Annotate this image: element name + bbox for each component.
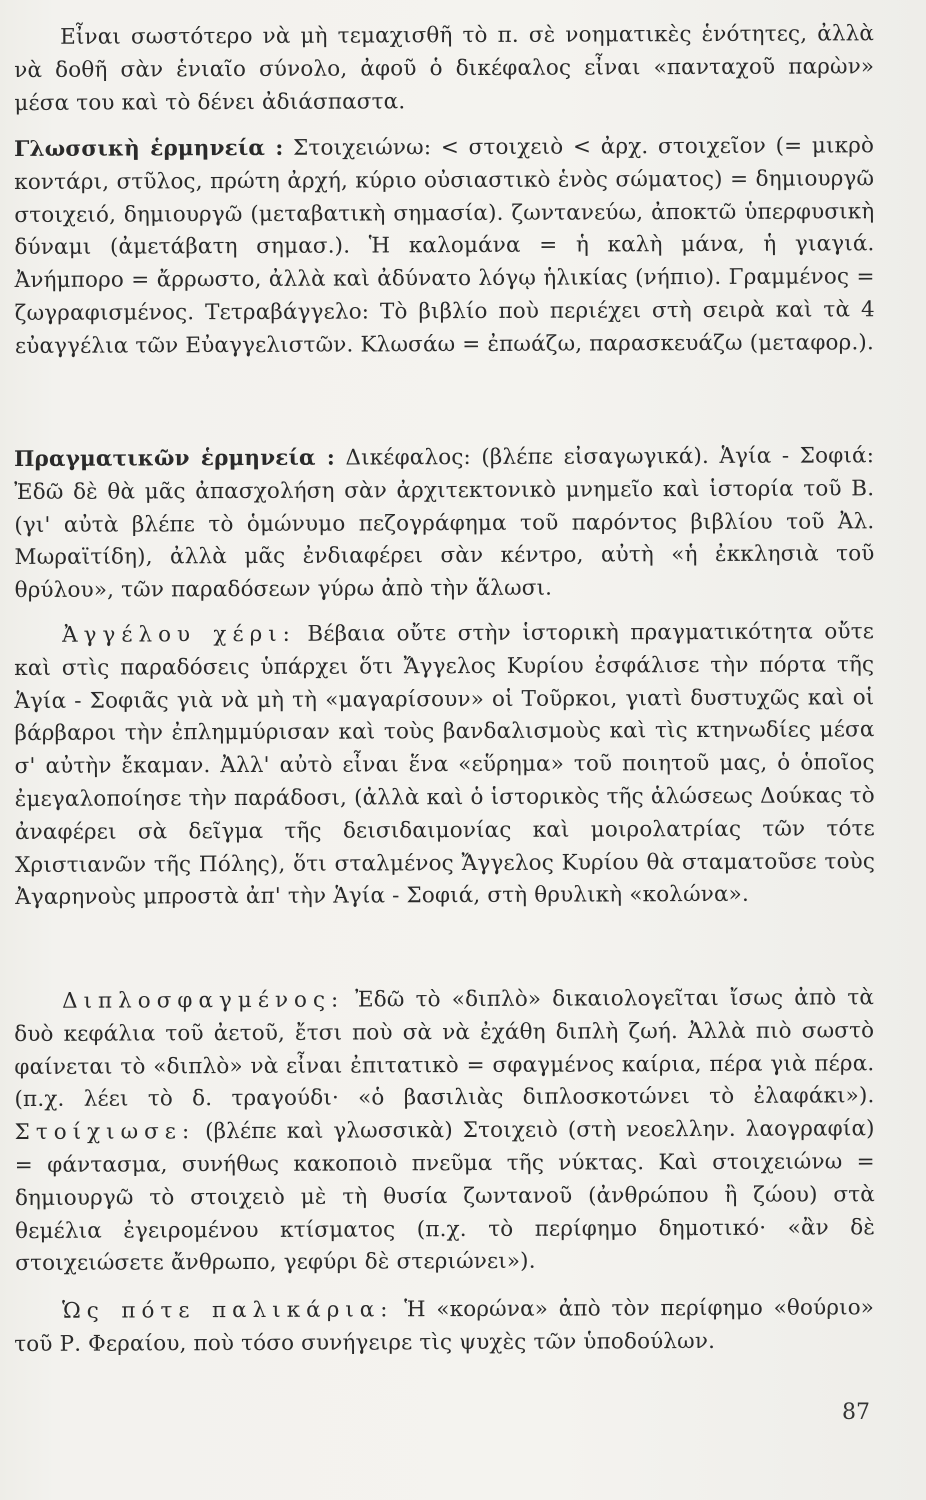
- linguistic-text: Στοιχειώνω: < στοιχειὸ < ἀρχ. στοιχεῖον (= μικρὸ κοντάρι, στῦλος, πρώτη ἀρχή, κύριο οὐσιαστικὸ ἑνὸς σώματος) = δημιουργῶ στοιχειό, δημιουργῶ (μεταβατικὴ σημασία). ζωντανεύω, ἀποκτῶ ὑπερφυσικὴ δύναμι (ἀμετάβατη σημασ.). Ἡ καλομάνα = ἡ καλὴ μάνα, ἡ γιαγιά. Ἀνήμπορο = ἄρρωστο, ἀλλὰ καὶ ἀδύνατο λόγῳ ἡλικίας (νήπιο). Γραμμένος = ζωγραφισμένος. Τετραβάγγελο: Τὸ βιβλίο ποὺ περιέχει στὴ σειρὰ καὶ τὰ 4 εὐαγγέλια τῶν Εὐαγγελιστῶν. Κλωσάω = ἐπωάζω, παρασκευάζω (μεταφορ.).: [14, 133, 875, 359]
- intro-text: Εἶναι σωστότερο νὰ μὴ τεμαχισθῆ τὸ π. σὲ νοηματικὲς ἑνότητες, ἀλλὰ νὰ δοθῆ σὰν ἑνιαῖο σύνολο, ἀφοῦ ὁ δικέφαλος εἶναι «πανταχοῦ παρὼν» μέσα του καὶ τὸ δένει ἀδιάσπαστα.: [14, 21, 875, 116]
- angel-hand-paragraph: [14, 616, 875, 915]
- double-slain-text: Ἐδῶ τὸ «διπλὸ» δικαιολογεῖται ἴσως ἀπὸ τὰ δυὸ κεφάλια τοῦ ἀετοῦ, ἔτσι ποὺ σὰ νὰ ἐχάθη διπλὴ ζωή. Ἀλλὰ πιὸ σωστὸ φαίνεται τὸ «διπλὸ» νὰ εἶναι ἐπιτατικὸ = σφαγμένος καίρια, πέρα γιὰ πέρα. (π.χ. λέει τὸ δ. τραγούδι· «ὁ βασιλιὰς διπλοσκοτώνει τὸ ἐλαφάκι»).: [14, 985, 875, 1113]
- angel-hand-heading: Ἀγγέλου χέρι:: [62, 621, 296, 648]
- linguistic-paragraph: [14, 130, 875, 363]
- linguistic-heading: Γλωσσικὴ ἑρμηνεία :: [14, 135, 284, 162]
- factual-heading: Πραγματικῶν ἑρμηνεία :: [14, 445, 335, 472]
- angel-hand-text: Βέβαια οὔτε στὴν ἱστορικὴ πραγματικότητα οὔτε καὶ στὶς παραδόσεις ὑπάρχει ὅτι Ἄγγελος Κυρίου ἐσφάλισε τὴν πόρτα τῆς Ἁγία - Σοφιᾶς γιὰ νὰ μὴ τὴ «μαγαρίσουν» οἱ Τοῦρκοι, γιατὶ δυστυχῶς καὶ οἱ βάρβαροι τὴν ἐπλημμύρισαν καὶ τοὺς βανδαλισμοὺς καὶ τὶς κτηνωδίες μέσα σ' αὐτὴν ἔκαμαν. Ἀλλ' αὐτὸ εἶναι ἕνα «εὕρημα» τοῦ ποιητοῦ μας, ὁ ὁποῖος ἐμεγαλοποίησε τὴν παράδοσι, (ἀλλὰ καὶ ὁ ἱστορικὸς τῆς ἁλώσεως Δούκας τὸ ἀναφέρει σὰ δεῖγμα τῆς δεισιδαιμονίας καὶ μοιρολατρίας τῶν τότε Χριστιανῶν τῆς Πόλης), ὅτι σταλμένος Ἄγγελος Κυρίου θὰ σταματοῦσε τοὺς Ἀγαρηνοὺς μπροστὰ ἀπ' τὴν Ἁγία - Σοφιά, στὴ θρυλικὴ «κολώνα».: [14, 619, 876, 911]
- factual-text: Δικέφαλος: (βλέπε εἰσαγωγικά). Ἁγία - Σοφιά: Ἐδῶ δὲ θὰ μᾶς ἀπασχολήση σὰν ἀρχιτεκτονικὸ μνημεῖο καὶ ἱστορία τοῦ Β. (γι' αὐτὰ βλέπε τὸ ὁμώνυμο πεζογράφημα τοῦ παρόντος βιβλίου τοῦ Ἀλ. Μωραϊτίδη), ἀλλὰ μᾶς ἐνδιαφέρει σὰν κέντρο, αὐτὴ «ἡ ἐκκλησιὰ τοῦ θρύλου», τῶν παραδόσεων γύρω ἀπὸ τὴν ἅλωσι.: [14, 443, 875, 604]
- intro-paragraph: [14, 18, 874, 120]
- factual-paragraph: [14, 440, 875, 608]
- how-long-text: Ἡ «κορώνα» ἀπὸ τὸν περίφημο «θούριο» τοῦ Ρ. Φεραίου, ποὺ τόσο συνήγειρε τὶς ψυχὲς τῶν ὑποδούλων.: [14, 1295, 875, 1357]
- double-slain-paragraph: [14, 982, 875, 1281]
- haunted-heading: Στοίχιωσε:: [14, 1119, 196, 1146]
- haunted-text: (βλέπε καὶ γλωσσικὰ) Στοιχειὸ (στὴ νεοελλην. λαογραφία) = φάντασμα, συνήθως κακοποιὸ πνεῦμα τῆς νύκτας. Καὶ στοιχειώνω = δημιουργῶ τὸ στοιχειὸ μὲ τὴ θυσία ζωντανοῦ (ἀνθρώπου ἢ ζώου) στὰ θεμέλια ἐγειρομένου κτίσματος (π.χ. τὸ περίφημο δημοτικό· «ἂν δὲ στοιχειώσετε ἄνθρωπο, γεφύρι δὲ στεριώνει»).: [14, 1116, 876, 1277]
- page-number: 87: [842, 1400, 870, 1425]
- how-long-heading: Ὡς πότε παλικάρια:: [62, 1297, 394, 1324]
- how-long-paragraph: [14, 1292, 874, 1361]
- double-slain-heading: Διπλοσφαγμένος:: [62, 987, 345, 1014]
